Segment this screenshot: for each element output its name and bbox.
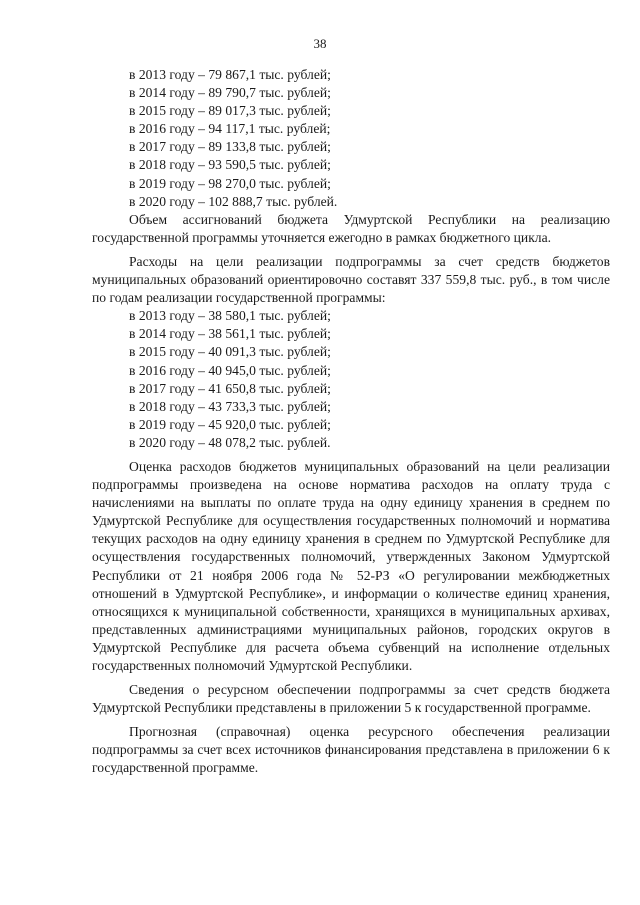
municipal-budget-by-year-list xyxy=(92,307,610,452)
list-item: в 2017 году – 89 133,8 тыс. рублей; xyxy=(129,139,331,155)
resource-info-paragraph: Сведения о ресурсном обеспечении подпрограммы за счет средств бюджета Удмуртской Республики представлены в приложении 5 к государственной программе. xyxy=(92,682,610,716)
list-item: в 2020 году – 48 078,2 тыс. рублей. xyxy=(129,434,331,450)
list-item: в 2013 году – 38 580,1 тыс. рублей; xyxy=(129,308,331,324)
list-item: в 2014 году – 38 561,1 тыс. рублей; xyxy=(129,326,331,342)
list-item: в 2017 году – 41 650,8 тыс. рублей; xyxy=(129,380,331,396)
estimate-method-paragraph: Оценка расходов бюджетов муниципальных образований на цели реализации подпрограммы произведена на основе норматива расходов на оплату труда с начислениями на выплаты по оплате труда на одну единицу хранения в среднем по Удмуртской Республике для осуществления государственных полномочий и норматива текущих расходов на одну единицу хранения в среднем по Удмуртской Республике для осуществления государственных полномочий, утвержденных Законом Удмуртской Республики от 21 ноября 2006 года № 52-РЗ «О регулировании межбюджетных отношений в Удмуртской Республике», и информации о количестве единиц хранения, относящихся к муниципальной собственности, хранящихся в муниципальных архивах, представленных администрациями муниципальных районов, городских округов в Удмуртской Республике для расчета объема субвенций на исполнение отдельных государственных полномочий Удмуртской Республики. xyxy=(92,458,610,673)
list-item: в 2016 году – 94 117,1 тыс. рублей; xyxy=(129,121,331,137)
page-content xyxy=(92,66,610,778)
list-item: в 2018 году – 43 733,3 тыс. рублей; xyxy=(129,398,331,414)
list-item: в 2015 году – 89 017,3 тыс. рублей; xyxy=(129,103,331,119)
list-item: в 2019 году – 45 920,0 тыс. рублей; xyxy=(129,416,331,432)
forecast-paragraph: Прогнозная (справочная) оценка ресурсного обеспечения реализации подпрограммы за счет всех источников финансирования представлена в приложении 6 к государственной программе. xyxy=(92,724,610,776)
municipal-expenses-paragraph: Расходы на цели реализации подпрограммы за счет средств бюджетов муниципальных образований ориентировочно составят 337 559,8 тыс. руб., в том числе по годам реализации государственной программы: xyxy=(92,253,610,306)
budget-volume-paragraph: Объем ассигнований бюджета Удмуртской Республики на реализацию государственной программы уточняется ежегодно в рамках бюджетного цикла. xyxy=(92,211,610,245)
list-item: в 2018 году – 93 590,5 тыс. рублей; xyxy=(129,157,331,173)
list-item: в 2020 году – 102 888,7 тыс. рублей. xyxy=(129,193,338,209)
list-item: в 2015 году – 40 091,3 тыс. рублей; xyxy=(129,344,331,360)
list-item: в 2014 году – 89 790,7 тыс. рублей; xyxy=(129,85,331,101)
page-number: 38 xyxy=(313,36,327,51)
list-item: в 2013 году – 79 867,1 тыс. рублей; xyxy=(129,67,331,82)
list-item: в 2019 году – 98 270,0 тыс. рублей; xyxy=(129,175,331,191)
regional-budget-by-year-list xyxy=(92,66,610,211)
list-item: в 2016 году – 40 945,0 тыс. рублей; xyxy=(129,362,331,378)
